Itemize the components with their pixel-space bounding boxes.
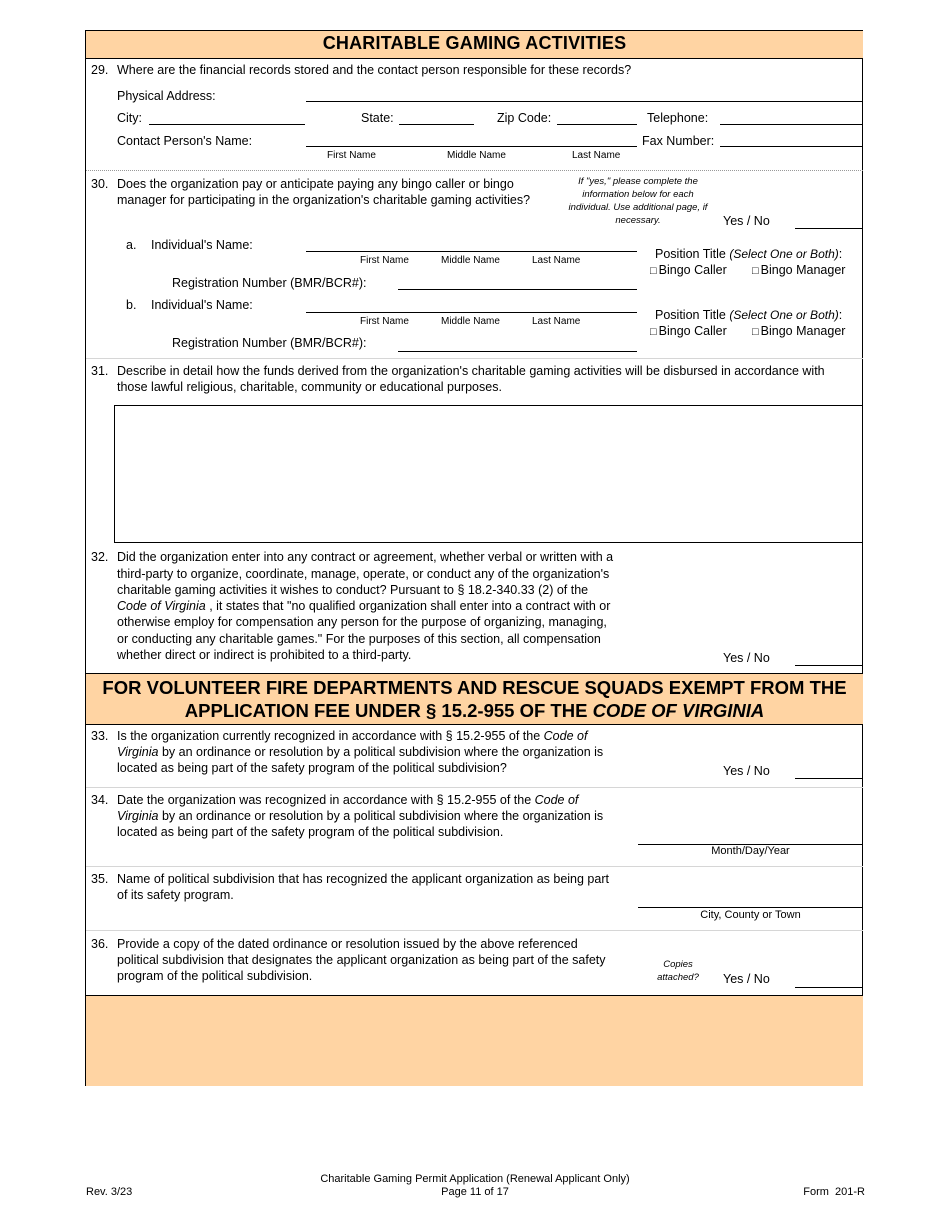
q30b-middle-caption: Middle Name xyxy=(441,316,500,327)
q36-yes-no-field[interactable] xyxy=(795,987,863,988)
city-label: City: xyxy=(117,111,142,125)
contact-name-label: Contact Person's Name: xyxy=(117,134,253,148)
divider xyxy=(86,930,863,931)
colon: : xyxy=(838,247,843,261)
q29-text: Where are the financial records stored and the contact person responsible for these records? xyxy=(117,63,632,77)
q30a-individual-field[interactable] xyxy=(306,251,637,252)
q30-line2: manager for participating in the organization's charitable gaming activities? xyxy=(117,193,531,207)
footer-center xyxy=(250,1173,700,1199)
bottom-shaded-area xyxy=(86,995,863,1086)
physical-address-field[interactable] xyxy=(306,101,863,102)
q36-copies-line: attached? xyxy=(657,972,699,983)
q35-number: 35. xyxy=(91,872,109,886)
q30a-individual-label: Individual's Name: xyxy=(151,238,253,252)
divider xyxy=(86,358,863,359)
q31-line2: those lawful religious, charitable, community or educational purposes. xyxy=(117,380,502,394)
q32-line4 xyxy=(117,598,610,614)
q30b-bingo-caller-option[interactable] xyxy=(650,323,727,340)
q31-answer-textarea[interactable] xyxy=(114,405,863,543)
q33-line3: located as being part of the safety program of the political subdivision? xyxy=(117,761,507,775)
q30a-position-title xyxy=(655,246,842,262)
q33-yes-no-field[interactable] xyxy=(795,778,863,779)
colon: : xyxy=(838,308,843,322)
bingo-manager-label: Bingo Manager xyxy=(760,324,846,338)
q32-line4-rest: , it states that "no qualified organization shall enter into a contract with or xyxy=(205,599,611,613)
q34-line1-plain: Date the organization was recognized in accordance with § 15.2-955 of the xyxy=(117,793,535,807)
telephone-field[interactable] xyxy=(720,124,863,125)
physical-address-label: Physical Address: xyxy=(117,89,216,103)
q33-yes-no-label: Yes / No xyxy=(723,764,770,778)
footer-form: Form 201-R xyxy=(803,1186,865,1198)
select-note: (Select One or Both) xyxy=(729,308,839,322)
fax-label: Fax Number: xyxy=(642,134,715,148)
q36-copies-line: Copies xyxy=(663,959,693,970)
divider xyxy=(86,866,863,867)
state-label: State: xyxy=(361,111,394,125)
q32-yes-no-field[interactable] xyxy=(795,665,863,666)
q30-note-line: information below for each xyxy=(582,189,694,200)
q34-line3: located as being part of the safety program of the political subdivision. xyxy=(117,825,504,839)
q36-line2: political subdivision that designates the applicant organization as being part of the safety xyxy=(117,953,606,967)
bingo-caller-label: Bingo Caller xyxy=(658,263,727,277)
q33-line2-rest: by an ordinance or resolution by a political subdivision where the organization is xyxy=(158,745,604,759)
q34-line1-italic: Code of xyxy=(534,793,579,807)
select-note: (Select One or Both) xyxy=(729,247,839,261)
contact-middle-name-caption: Middle Name xyxy=(447,150,506,161)
zip-field[interactable] xyxy=(557,124,637,125)
position-title-label: Position Title xyxy=(655,247,726,261)
q30-note-line: If "yes," please complete the xyxy=(578,176,698,187)
contact-last-name-caption: Last Name xyxy=(572,150,621,161)
q30-yes-no-field[interactable] xyxy=(795,228,863,229)
q30b-registration-field[interactable] xyxy=(398,351,637,352)
q30a-bingo-manager-option[interactable] xyxy=(752,262,845,279)
telephone-label: Telephone: xyxy=(647,111,709,125)
q31-number: 31. xyxy=(91,364,109,378)
q34-number: 34. xyxy=(91,793,109,807)
q32-line5: otherwise employ for compensation any person for the purpose of organizing, managing, xyxy=(117,615,607,629)
footer-rev: Rev. 3/23 xyxy=(86,1186,133,1198)
q30-note xyxy=(558,175,718,227)
contact-name-field[interactable] xyxy=(306,146,637,147)
q30b-registration-label: Registration Number (BMR/BCR#): xyxy=(172,336,367,350)
code-of-virginia: Code of Virginia xyxy=(117,599,206,613)
q32-line2: third-party to organize, coordinate, manage, operate, or conduct any of the organization's xyxy=(117,567,610,581)
q35-line1: Name of political subdivision that has recognized the applicant organization as being part xyxy=(117,872,609,886)
q30a-first-caption: First Name xyxy=(360,255,409,266)
q32-line1: Did the organization enter into any contract or agreement, whether verbal or written with a xyxy=(117,550,614,564)
q36-line1: Provide a copy of the dated ordinance or resolution issued by the above referenced xyxy=(117,937,578,951)
q34-line1 xyxy=(117,792,578,808)
q29-number: 29. xyxy=(91,63,109,77)
q34-line2-rest: by an ordinance or resolution by a political subdivision where the organization is xyxy=(158,809,604,823)
volunteer-header-code: CODE OF VIRGINIA xyxy=(592,700,765,721)
q34-line2-italic: Virginia xyxy=(117,809,159,823)
q30a-letter: a. xyxy=(126,238,137,252)
q34-line2 xyxy=(117,808,603,824)
checkbox-icon[interactable]: □ xyxy=(752,265,759,277)
q30-note-line: necessary. xyxy=(615,215,661,226)
q36-yes-no-label: Yes / No xyxy=(723,972,770,986)
q30-note-line: individual. Use additional page, if xyxy=(568,202,708,213)
q30a-registration-field[interactable] xyxy=(398,289,637,290)
section-header-title: CHARITABLE GAMING ACTIVITIES xyxy=(322,33,627,53)
q30b-last-caption: Last Name xyxy=(532,316,581,327)
q30a-bingo-caller-option[interactable] xyxy=(650,262,727,279)
footer-page: Page 11 of 17 xyxy=(441,1186,509,1198)
checkbox-icon[interactable]: □ xyxy=(650,326,657,338)
q36-copies-note xyxy=(650,958,706,984)
q32-line6: or conducting any charitable games." For the purposes of this section, all compensation xyxy=(117,632,601,646)
volunteer-header-line1: FOR VOLUNTEER FIRE DEPARTMENTS AND RESCUE SQUADS EXEMPT FROM THE xyxy=(102,677,847,698)
fax-field[interactable] xyxy=(720,146,863,147)
q30-line1: Does the organization pay or anticipate paying any bingo caller or bingo xyxy=(117,177,514,191)
q30a-registration-label: Registration Number (BMR/BCR#): xyxy=(172,276,367,290)
contact-first-name-caption: First Name xyxy=(327,150,376,161)
q30-yes-no-label: Yes / No xyxy=(723,214,770,228)
q34-date-caption: Month/Day/Year xyxy=(711,845,790,857)
q30b-individual-field[interactable] xyxy=(306,312,637,313)
q30b-bingo-manager-option[interactable] xyxy=(752,323,845,340)
q33-line1-plain: Is the organization currently recognized in accordance with § 15.2-955 of the xyxy=(117,729,544,743)
volunteer-header xyxy=(86,673,863,725)
volunteer-header-line2 xyxy=(86,700,863,722)
q36-number: 36. xyxy=(91,937,109,951)
q33-line2 xyxy=(117,744,603,760)
q30b-position-title xyxy=(655,307,842,323)
q32-yes-no-label: Yes / No xyxy=(723,651,770,665)
section-header xyxy=(86,31,863,59)
q33-line2-italic: Virginia xyxy=(117,745,159,759)
q35-line2: of its safety program. xyxy=(117,888,234,902)
q36-line3: program of the political subdivision. xyxy=(117,969,313,983)
q35-place-field[interactable] xyxy=(638,907,863,908)
city-field[interactable] xyxy=(149,124,305,125)
bingo-manager-label: Bingo Manager xyxy=(760,263,846,277)
q30a-middle-caption: Middle Name xyxy=(441,255,500,266)
q32-line7: whether direct or indirect is prohibited to a third-party. xyxy=(117,648,412,662)
q30-number: 30. xyxy=(91,177,109,191)
q33-line1-italic: Code of xyxy=(543,729,588,743)
q31-line1: Describe in detail how the funds derived from the organization's charitable gaming activities will be disbursed in accordance with xyxy=(117,364,825,378)
checkbox-icon[interactable]: □ xyxy=(650,265,657,277)
q33-number: 33. xyxy=(91,729,109,743)
q33-line1 xyxy=(117,728,587,744)
q32-line3: charitable gaming activities it wishes to conduct? Pursuant to § 18.2-340.33 (2) of the xyxy=(117,583,589,597)
state-field[interactable] xyxy=(399,124,474,125)
zip-label: Zip Code: xyxy=(497,111,552,125)
q30b-letter: b. xyxy=(126,298,137,312)
bingo-caller-label: Bingo Caller xyxy=(658,324,727,338)
position-title-label: Position Title xyxy=(655,308,726,322)
divider xyxy=(86,787,863,788)
volunteer-header-line2-plain: APPLICATION FEE UNDER § 15.2-955 OF THE xyxy=(184,700,593,721)
q35-place-caption: City, County or Town xyxy=(700,909,801,921)
q32-number: 32. xyxy=(91,550,109,564)
q30b-individual-label: Individual's Name: xyxy=(151,298,253,312)
divider xyxy=(86,170,863,171)
q30a-last-caption: Last Name xyxy=(532,255,581,266)
footer-title: Charitable Gaming Permit Application (Renewal Applicant Only) xyxy=(320,1173,630,1185)
checkbox-icon[interactable]: □ xyxy=(752,326,759,338)
q30b-first-caption: First Name xyxy=(360,316,409,327)
